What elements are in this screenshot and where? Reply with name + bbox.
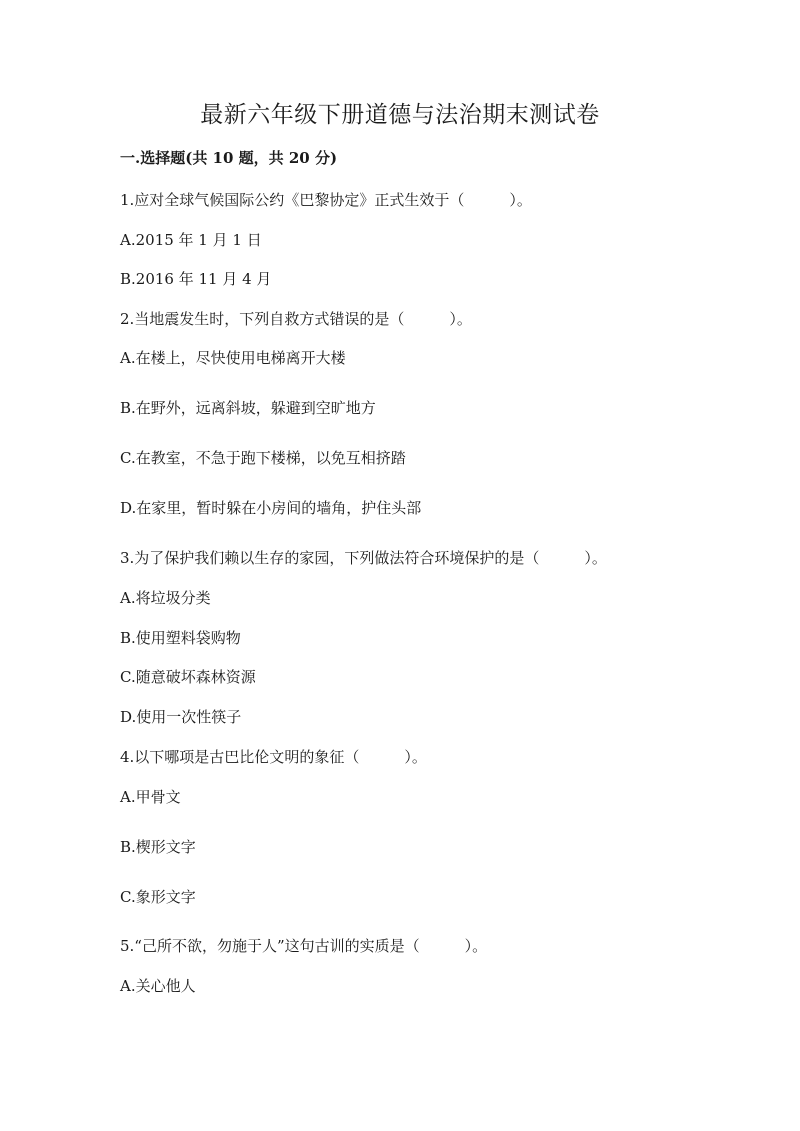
question-2-option-b: B.在野外，远离斜坡，躲避到空旷地方: [120, 399, 376, 417]
question-4-option-b: B.楔形文字: [120, 838, 196, 856]
question-5-stem: 5.“己所不欲，勿施于人”这句古训的实质是（ ）。: [120, 937, 488, 955]
question-2-option-a: A.在楼上，尽快使用电梯离开大楼: [120, 349, 346, 367]
question-2-option-c: C.在教室，不急于跑下楼梯，以免互相挤踏: [120, 449, 406, 467]
question-1-option-b: B.2016 年 11 月 4 月: [120, 270, 272, 288]
question-4-option-c: C.象形文字: [120, 888, 196, 906]
question-1-stem: 1.应对全球气候国际公约《巴黎协定》正式生效于（ ）。: [120, 191, 532, 209]
question-3-stem: 3.为了保护我们赖以生存的家园，下列做法符合环境保护的是（ ）。: [120, 549, 607, 567]
question-2-option-d: D.在家里，暂时躲在小房间的墙角，护住头部: [120, 499, 422, 517]
question-3-option-d: D.使用一次性筷子: [120, 708, 242, 726]
question-5-option-a: A.关心他人: [120, 977, 196, 995]
question-4-stem: 4.以下哪项是古巴比伦文明的象征（ ）。: [120, 748, 427, 766]
question-3-option-b: B.使用塑料袋购物: [120, 629, 241, 647]
page-title: 最新六年级下册道德与法治期末测试卷: [200, 102, 600, 128]
question-4-option-a: A.甲骨文: [120, 788, 181, 806]
question-1-option-a: A.2015 年 1 月 1 日: [120, 231, 262, 249]
section-heading: 一.选择题(共 10 题，共 20 分): [120, 149, 338, 167]
question-2-stem: 2.当地震发生时，下列自救方式错误的是（ ）。: [120, 310, 472, 328]
question-3-option-c: C.随意破坏森林资源: [120, 668, 256, 686]
question-3-option-a: A.将垃圾分类: [120, 589, 211, 607]
